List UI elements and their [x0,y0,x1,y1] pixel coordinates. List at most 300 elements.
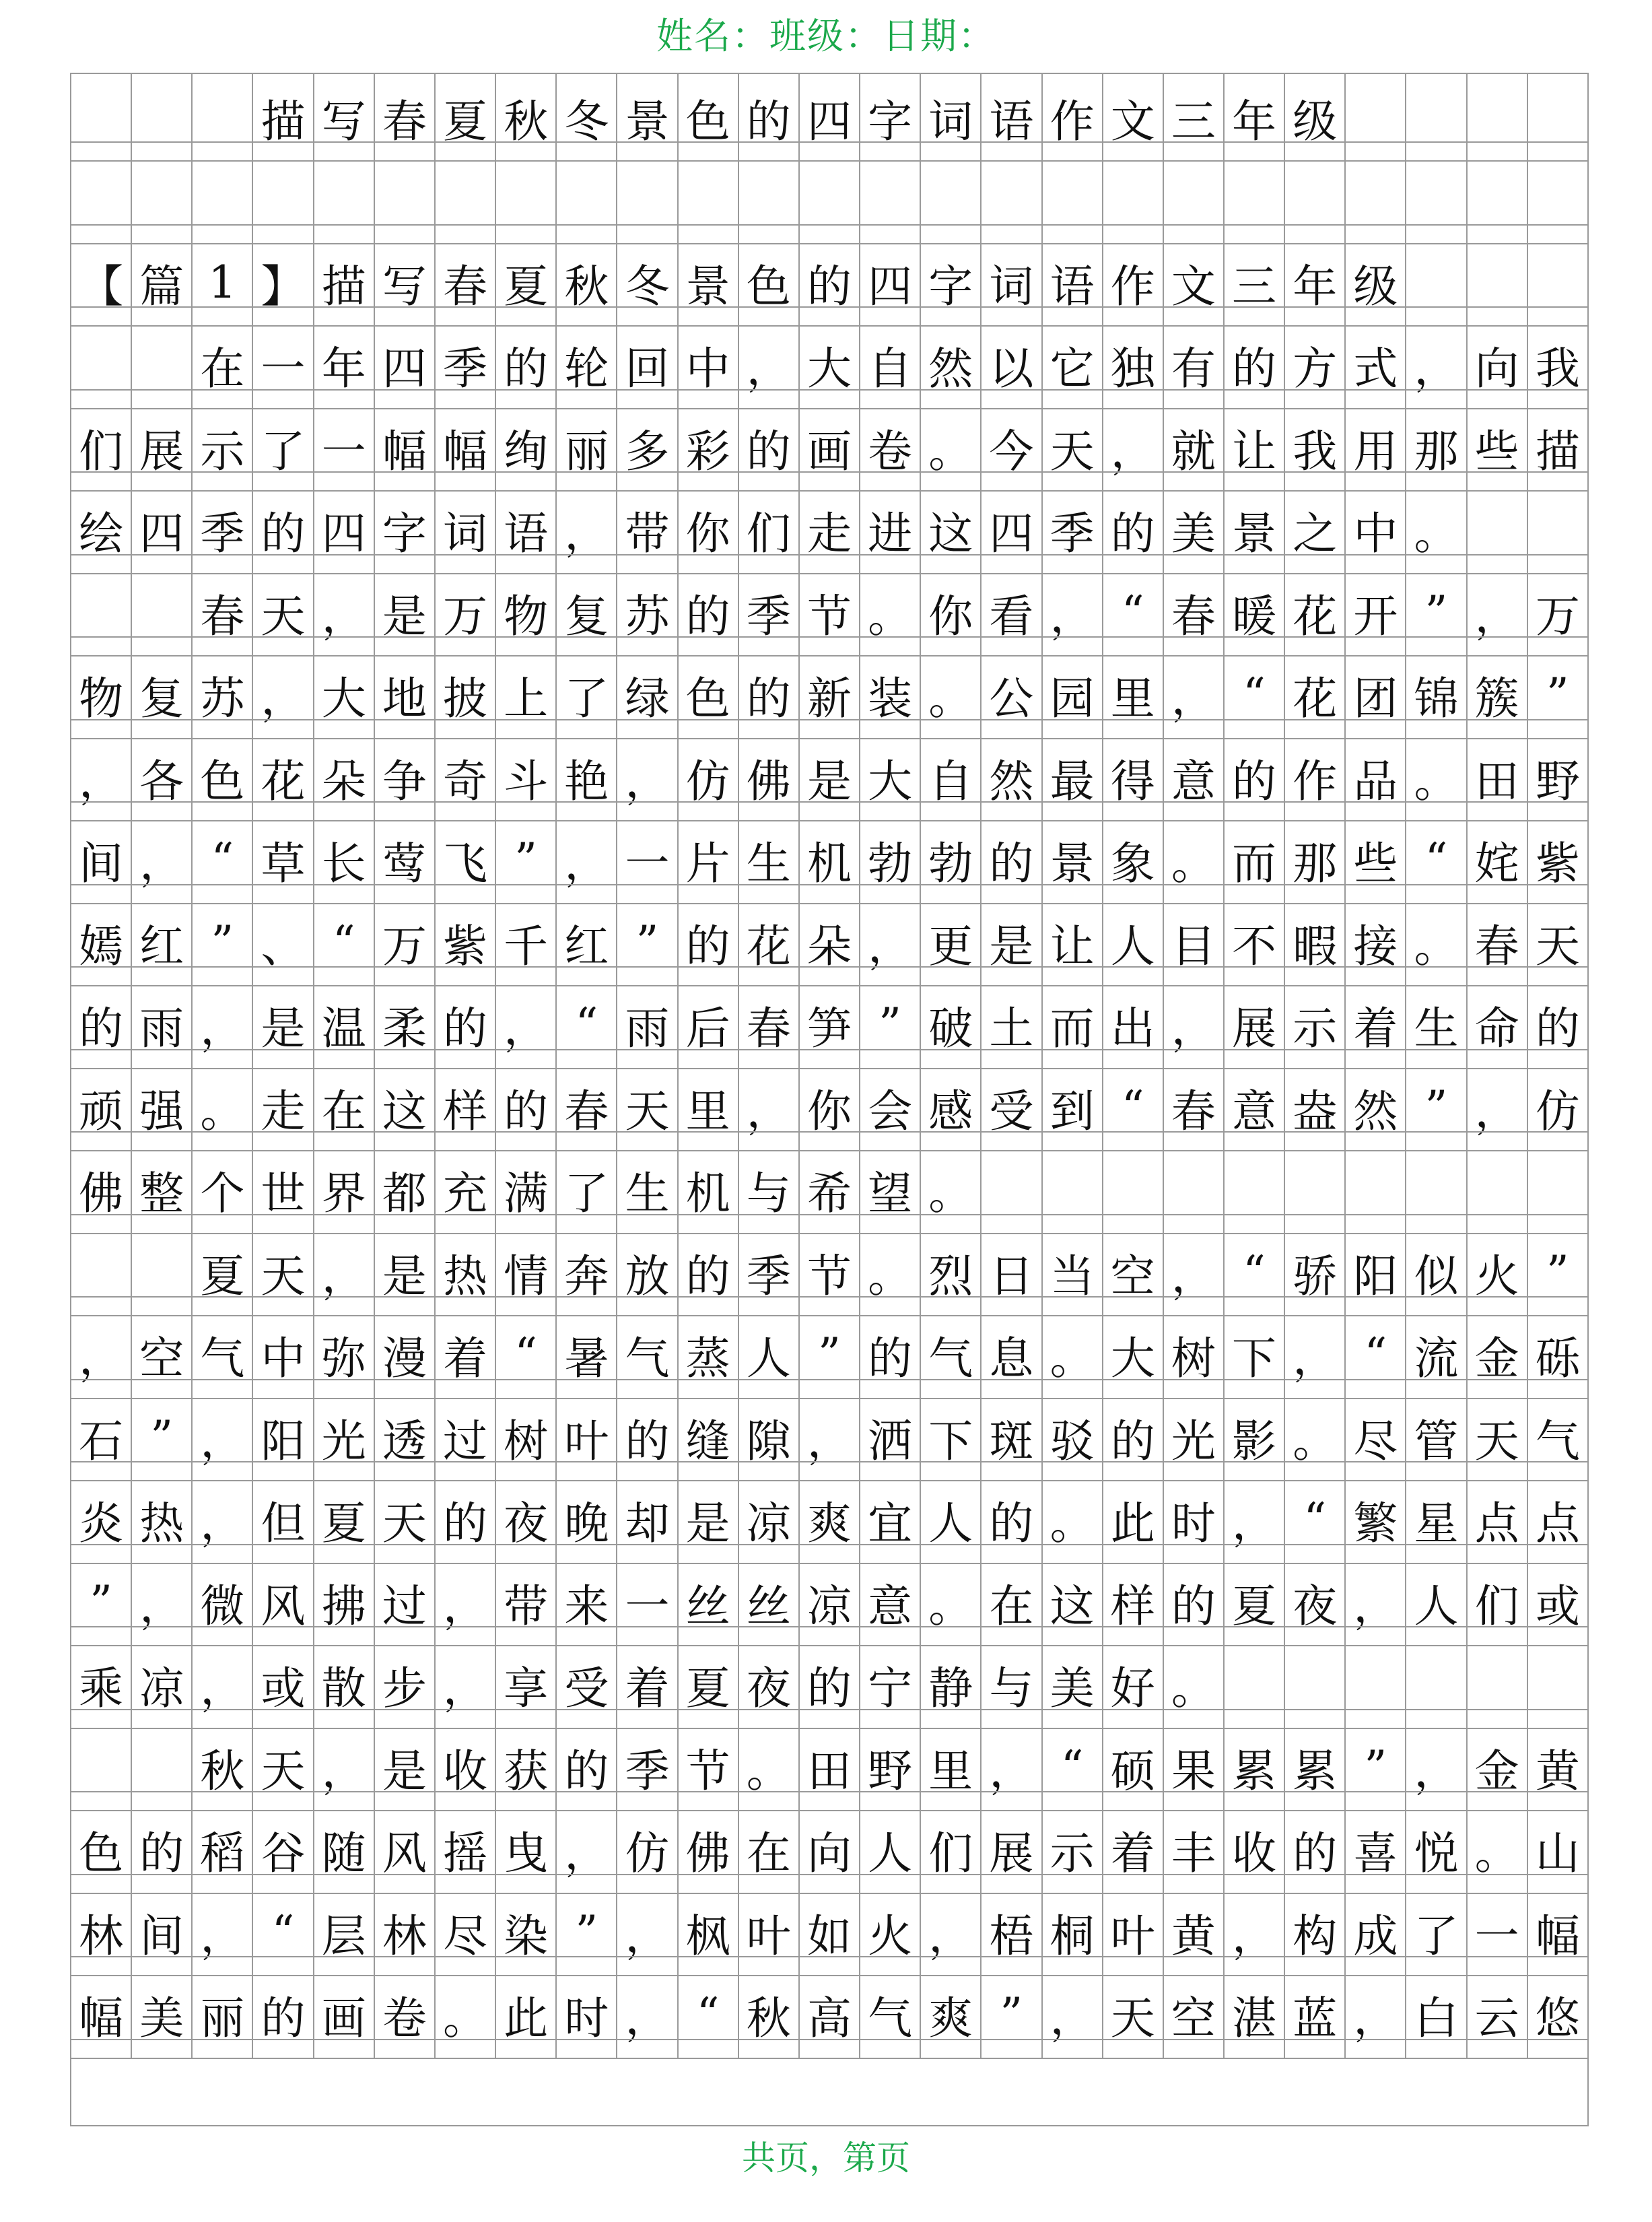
grid-cell: 看 [982,569,1042,655]
grid-cell: 就 [1164,404,1225,490]
grid-cell: ， [436,1559,496,1645]
grid-row [71,1147,1587,1233]
grid-cell: 。 [1164,1642,1225,1728]
grid-cell: 雨 [132,982,193,1068]
grid-cell: 爽 [921,1972,982,2058]
grid-cell: 成 [1346,1889,1406,1975]
grid-cell: 丝 [679,1559,739,1645]
grid-cell: 紫 [436,899,496,985]
grid-cell: ， [193,1642,253,1728]
grid-cell: 盎 [1285,1064,1346,1150]
grid-cell: 。 [1043,1312,1103,1398]
grid-cell: ” [860,982,921,1068]
grid-cell: 簇 [1468,652,1528,738]
grid-cell: 繁 [1346,1477,1406,1563]
grid-cell [1406,239,1467,325]
grid-cell: 天 [253,1724,314,1810]
grid-cell: ， [800,1394,860,1480]
grid-cell: 阳 [1346,1229,1406,1315]
grid-cell: 宜 [860,1477,921,1563]
grid-cell: 是 [679,1477,739,1563]
grid-cell: 白 [1406,1972,1467,2058]
grid-cell: 星 [1406,1477,1467,1563]
grid-cell: 丽 [193,1972,253,2058]
grid-cell: 夏 [436,74,496,160]
grid-cell: 叶 [739,1889,800,1975]
grid-cell: 公 [982,652,1042,738]
grid-cell: 火 [1468,1229,1528,1315]
grid-cell: 火 [860,1889,921,1975]
grid-cell: 秋 [193,1724,253,1810]
grid-cell: 点 [1468,1477,1528,1563]
grid-cell: 轮 [557,322,617,408]
grid-cell: 光 [314,1394,375,1480]
grid-cell: 累 [1225,1724,1285,1810]
grid-cell: 都 [375,1147,436,1233]
grid-cell: 息 [982,1312,1042,1398]
grid-cell: 人 [739,1312,800,1398]
grid-cell: 管 [1406,1394,1467,1480]
grid-cell: 你 [679,487,739,573]
grid-cell: 野 [1535,755,1580,807]
grid-cell: 夏 [314,1477,375,1563]
grid-cell: 幅 [71,1972,132,2058]
grid-cell: 那 [1406,404,1467,490]
grid-cell [860,157,921,243]
grid-cell: 争 [375,734,436,820]
grid-cell: 蒸 [679,1312,739,1398]
grid-cell: 的 [860,1312,921,1398]
grid-cell [132,322,193,408]
grid-cell: 带 [617,487,678,573]
grid-cell: 野 [860,1724,921,1810]
grid-cell [1043,1147,1103,1233]
grid-cell: 当 [1043,1229,1103,1315]
grid-cell: 空 [1103,1229,1164,1315]
grid-cell [1285,1147,1346,1233]
grid-cell: ， [557,1807,617,1893]
grid-cell [496,157,557,243]
grid-cell: 山 [1535,1827,1580,1879]
grid-cell [1468,1642,1528,1728]
grid-cell: 佛 [679,1807,739,1893]
grid-cell: 。 [193,1064,253,1150]
grid-cell: 大 [800,322,860,408]
grid-cell [617,157,678,243]
grid-cell: 间 [132,1889,193,1975]
grid-cell: 的 [679,1229,739,1315]
grid-cell: 丝 [739,1559,800,1645]
student-info-header: 姓名：班级：日期： [656,15,996,57]
grid-cell: 晚 [557,1477,617,1563]
grid-cell: 着 [1346,982,1406,1068]
grid-cell: 稻 [193,1807,253,1893]
grid-cell: 在 [193,322,253,408]
grid-cell: 千 [496,899,557,985]
grid-cell: ， [1285,1312,1346,1398]
grid-cell: 随 [314,1807,375,1893]
grid-cell: ， [1164,1229,1225,1315]
grid-cell: ， [193,1477,253,1563]
grid-cell [193,157,253,243]
grid-cell: 金 [1468,1312,1528,1398]
grid-row [71,1642,1587,1728]
grid-cell [132,74,193,160]
grid-cell: 朵 [314,734,375,820]
grid-cell: “ [496,1312,557,1398]
grid-cell [679,157,739,243]
grid-cell: 而 [1225,817,1285,903]
grid-cell: 秋 [739,1972,800,2058]
grid-cell: 字 [375,487,436,573]
grid-row [71,1559,1587,1645]
grid-cell: 季 [617,1724,678,1810]
grid-cell: 苏 [193,652,253,738]
grid-cell: 向 [1468,322,1528,408]
grid-cell: 雨 [617,982,678,1068]
grid-cell: 我 [1285,404,1346,490]
grid-cell: 尽 [436,1889,496,1975]
grid-cell: 的 [1535,1003,1580,1054]
grid-row [71,1229,1587,1315]
grid-cell: 尽 [1346,1394,1406,1480]
grid-cell: ， [739,1064,800,1150]
grid-row [71,1312,1587,1398]
grid-cell: 受 [557,1642,617,1728]
grid-cell: 谷 [253,1807,314,1893]
grid-cell: 苏 [617,569,678,655]
grid-cell: 最 [1043,734,1103,820]
grid-cell: 嫣 [71,899,132,985]
grid-cell: “ [1346,1312,1406,1398]
grid-row [71,487,1587,573]
grid-cell: 描 [253,74,314,160]
grid-cell [1528,74,1587,160]
grid-cell: 上 [496,652,557,738]
grid-cell: 空 [132,1312,193,1398]
grid-cell: 温 [314,982,375,1068]
grid-cell: 林 [71,1889,132,1975]
grid-cell [1103,157,1164,243]
grid-cell: ， [71,1312,132,1398]
grid-cell [1528,157,1587,243]
grid-cell: 此 [496,1972,557,2058]
grid-cell: 着 [436,1312,496,1398]
grid-cell: 桐 [1043,1889,1103,1975]
grid-cell [1406,157,1467,243]
grid-cell: “ [1103,1064,1164,1150]
grid-cell [1285,157,1346,243]
grid-cell: 凉 [739,1477,800,1563]
grid-cell: 复 [557,569,617,655]
grid-cell: 石 [71,1394,132,1480]
grid-cell: ” [1346,1724,1406,1810]
grid-cell: 柔 [375,982,436,1068]
grid-row [71,1724,1587,1810]
grid-cell: 们 [1468,1559,1528,1645]
grid-cell: 的 [679,569,739,655]
grid-cell: ， [617,1972,678,2058]
grid-cell: 万 [375,899,436,985]
grid-cell: ， [1164,982,1225,1068]
grid-cell: 田 [1468,734,1528,820]
grid-cell: 斑 [982,1394,1042,1480]
grid-row [71,899,1587,985]
grid-cell: 的 [253,487,314,573]
grid-cell: 方 [1285,322,1346,408]
grid-cell: 后 [679,982,739,1068]
grid-cell: ， [739,322,800,408]
grid-cell [1043,157,1103,243]
grid-cell: 弥 [314,1312,375,1398]
grid-cell: 感 [921,1064,982,1150]
grid-cell [132,1724,193,1810]
grid-cell: 的 [679,899,739,985]
grid-cell: 的 [982,1477,1042,1563]
grid-cell: 喜 [1346,1807,1406,1893]
grid-cell: 朵 [800,899,860,985]
grid-cell: 卷 [375,1972,436,2058]
grid-cell: 梧 [982,1889,1042,1975]
grid-cell: 人 [1406,1559,1467,1645]
grid-cell: 景 [1043,817,1103,903]
grid-cell: 田 [800,1724,860,1810]
grid-cell: 长 [314,817,375,903]
grid-cell: 文 [1103,74,1164,160]
grid-cell: 季 [436,322,496,408]
grid-cell: 词 [436,487,496,573]
grid-cell: 林 [375,1889,436,1975]
grid-cell: ” [71,1559,132,1645]
grid-cell: 这 [1043,1559,1103,1645]
grid-cell: 级 [1285,74,1346,160]
grid-row [71,239,1587,325]
grid-cell: 色 [71,1807,132,1893]
grid-cell: 词 [921,74,982,160]
grid-cell [1528,239,1587,325]
grid-cell [1225,1642,1285,1728]
grid-cell: 。 [860,569,921,655]
grid-cell: 景 [679,239,739,325]
grid-cell: 。 [1468,1807,1528,1893]
grid-cell: 了 [557,1147,617,1233]
grid-cell: 步 [375,1642,436,1728]
page-number-footer: 共页，第页 [742,2139,910,2178]
grid-cell: 然 [982,734,1042,820]
grid-cell: 它 [1043,322,1103,408]
grid-cell: ” [1406,1064,1467,1150]
grid-cell: 构 [1285,1889,1346,1975]
grid-cell: 砾 [1535,1333,1580,1384]
grid-cell: 生 [1406,982,1467,1068]
grid-row [71,569,1587,655]
grid-cell: 【 [71,239,132,325]
grid-cell: ， [1406,1724,1467,1810]
grid-row [71,1972,1587,2058]
grid-cell: 是 [375,1724,436,1810]
grid-cell: 破 [921,982,982,1068]
grid-cell: 空 [1164,1972,1225,2058]
grid-cell: 些 [1346,817,1406,903]
grid-cell: 是 [375,569,436,655]
grid-cell: 绘 [71,487,132,573]
grid-cell: 似 [1406,1229,1467,1315]
grid-cell: 走 [800,487,860,573]
grid-cell: 硕 [1103,1724,1164,1810]
grid-cell: 展 [982,1807,1042,1893]
grid-cell: 我 [1535,343,1580,395]
grid-cell: 叶 [557,1394,617,1480]
grid-cell: 画 [800,404,860,490]
grid-cell: 开 [1346,569,1406,655]
grid-cell [1164,157,1225,243]
grid-cell: 来 [557,1559,617,1645]
grid-row [71,982,1587,1068]
grid-cell: ， [193,982,253,1068]
grid-cell: 好 [1103,1642,1164,1728]
grid-cell [193,74,253,160]
grid-cell: ， [617,734,678,820]
grid-cell: 。 [921,1559,982,1645]
grid-cell: ， [921,1889,982,1975]
grid-cell: 花 [1285,652,1346,738]
grid-cell: 自 [860,322,921,408]
grid-cell [436,157,496,243]
grid-cell: 美 [132,1972,193,2058]
grid-cell: 年 [314,322,375,408]
grid-cell: 在 [739,1807,800,1893]
grid-cell: 是 [982,899,1042,985]
grid-cell: 一 [1468,1889,1528,1975]
grid-cell: ， [1346,1972,1406,2058]
grid-cell: 样 [436,1064,496,1150]
grid-cell: 展 [1225,982,1285,1068]
grid-cell: 不 [1225,899,1285,985]
grid-cell: 顽 [71,1064,132,1150]
grid-cell: 会 [860,1064,921,1150]
grid-cell: 乘 [71,1642,132,1728]
grid-cell [1346,1642,1406,1728]
grid-cell: ， [314,569,375,655]
grid-cell: 。 [1406,899,1467,985]
grid-cell: 一 [314,404,375,490]
grid-cell: 里 [1103,652,1164,738]
grid-cell: 中 [253,1312,314,1398]
grid-cell: 生 [739,817,800,903]
grid-cell: 进 [860,487,921,573]
grid-cell [921,157,982,243]
grid-cell: 季 [193,487,253,573]
grid-row [71,1064,1587,1150]
grid-cell: 节 [800,569,860,655]
grid-cell: 却 [617,1477,678,1563]
grid-cell: 景 [617,74,678,160]
grid-cell: 春 [1468,899,1528,985]
grid-cell: 春 [739,982,800,1068]
grid-cell: 意 [1225,1064,1285,1150]
grid-cell: 地 [375,652,436,738]
grid-cell: 静 [921,1642,982,1728]
grid-cell: 摇 [436,1807,496,1893]
grid-cell: ” [982,1972,1042,2058]
grid-cell: 示 [193,404,253,490]
grid-cell: 的 [617,1394,678,1480]
grid-cell: 写 [314,74,375,160]
grid-cell: ” [193,899,253,985]
grid-cell: 收 [436,1724,496,1810]
grid-cell: 字 [921,239,982,325]
grid-cell: 气 [921,1312,982,1398]
grid-cell: 春 [436,239,496,325]
grid-cell: 四 [375,322,436,408]
grid-cell [1468,239,1528,325]
grid-cell: 天 [1468,1394,1528,1480]
grid-cell: 享 [496,1642,557,1728]
grid-cell: 姹 [1468,817,1528,903]
grid-cell: 春 [1164,569,1225,655]
grid-cell: 炎 [71,1477,132,1563]
grid-cell: 人 [1103,899,1164,985]
grid-cell: 界 [314,1147,375,1233]
grid-cell: ， [314,1724,375,1810]
grid-cell: 四 [982,487,1042,573]
grid-cell: 绿 [617,652,678,738]
grid-cell: 在 [314,1064,375,1150]
grid-cell [1528,1147,1587,1233]
grid-cell [982,157,1042,243]
grid-cell: 与 [739,1147,800,1233]
grid-cell: 此 [1103,1477,1164,1563]
grid-cell: 多 [617,404,678,490]
grid-cell: 整 [132,1147,193,1233]
grid-cell [1468,1147,1528,1233]
grid-cell: 的 [1225,734,1285,820]
grid-cell: 级 [1346,239,1406,325]
grid-cell: ， [132,1559,193,1645]
grid-cell: 万 [1535,590,1580,642]
grid-cell: 黄 [1535,1745,1580,1797]
grid-row [71,322,1587,408]
grid-cell: ” [800,1312,860,1398]
grid-cell: 让 [1225,404,1285,490]
grid-cell: 中 [1346,487,1406,573]
grid-cell: 望 [860,1147,921,1233]
grid-cell: 色 [193,734,253,820]
grid-cell: ， [1103,404,1164,490]
grid-cell: 与 [982,1642,1042,1728]
grid-cell: 然 [1346,1064,1406,1150]
grid-cell: ， [557,817,617,903]
grid-cell: 光 [1164,1394,1225,1480]
grid-row [71,1889,1587,1975]
grid-cell: 字 [860,74,921,160]
grid-cell: 冬 [617,239,678,325]
grid-cell: 的 [739,404,800,490]
grid-cell: 色 [739,239,800,325]
grid-cell: ， [71,734,132,820]
grid-cell: 季 [739,569,800,655]
grid-cell [71,157,132,243]
grid-cell: 园 [1043,652,1103,738]
grid-cell: 云 [1468,1972,1528,2058]
grid-cell: 示 [1285,982,1346,1068]
grid-cell: 季 [1043,487,1103,573]
grid-cell: 强 [132,1064,193,1150]
grid-cell: 季 [739,1229,800,1315]
grid-cell [71,569,132,655]
grid-cell [375,157,436,243]
grid-cell: 奇 [436,734,496,820]
